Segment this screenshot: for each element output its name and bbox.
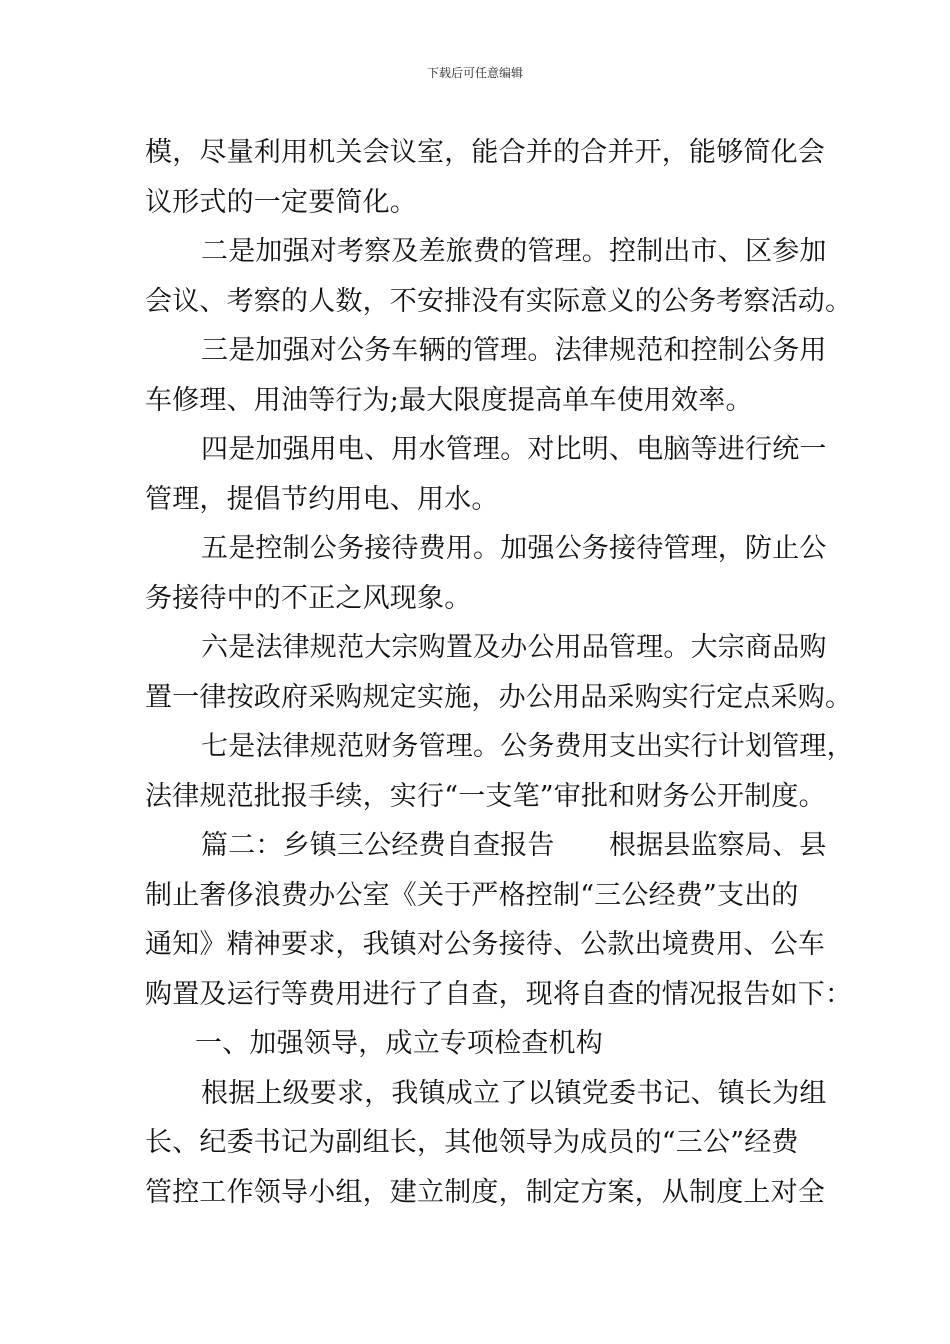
- text-line: 管理，提倡节约用电、用水。: [145, 483, 499, 515]
- text-line: 会议、考察的人数，不安排没有实际意义的公务考察活动。: [145, 285, 853, 317]
- document-body: [145, 128, 854, 1217]
- text-line: 模，尽量利用机关会议室，能合并的合并开，能够简化会: [145, 137, 825, 168]
- paragraph-start: 四是加强用电、用水管理。对比明、电脑等进行统一: [201, 434, 827, 465]
- paragraph-start: 六是法律规范大宗购置及办公用品管理。大宗商品购: [201, 632, 827, 663]
- paragraph-start: 五是控制公务接待费用。加强公务接待管理，防止公: [201, 533, 827, 564]
- text-line: 务接待中的不正之风现象。: [145, 582, 472, 614]
- text-line: 法律规范批报手续，实行“一支笔”审批和财务公开制度。: [145, 780, 826, 812]
- text-line: 通知》精神要求，我镇对公务接待、公款出境费用、公车: [145, 929, 825, 960]
- text-line: 购置及运行等费用进行了自查，现将自查的情况报告如下：: [145, 978, 853, 1010]
- page-header: 下载后可任意编辑: [426, 66, 523, 80]
- text-line: 议形式的一定要简化。: [145, 186, 417, 218]
- paragraph-start: 二是加强对考察及差旅费的管理。控制出市、区参加: [201, 236, 827, 267]
- paragraph-start: 七是法律规范财务管理。公务费用支出实行计划管理，: [201, 731, 854, 762]
- text-line: 长、纪委书记为副组长，其他领导为成员的“三公”经费: [145, 1127, 799, 1158]
- paragraph-start: 根据上级要求，我镇成立了以镇党委书记、镇长为组: [201, 1077, 827, 1109]
- text-line: 车修理、用油等行为;最大限度提高单车使用效率。: [145, 384, 753, 416]
- paragraph-start: 三是加强对公务车辆的管理。法律规范和控制公务用: [201, 335, 827, 366]
- section-title: 篇二：乡镇三公经费自查报告 根据县监察局、县: [201, 830, 827, 861]
- section-heading: 一、加强领导，成立专项检查机构: [195, 1028, 603, 1059]
- text-line: 置一律按政府采购规定实施，办公用品采购实行定点采购。: [145, 681, 853, 713]
- text-line: 制止奢侈浪费办公室《关于严格控制“三公经费”支出的: [145, 879, 799, 911]
- text-line: 管控工作领导小组，建立制度，制定方案，从制度上对全: [145, 1176, 825, 1208]
